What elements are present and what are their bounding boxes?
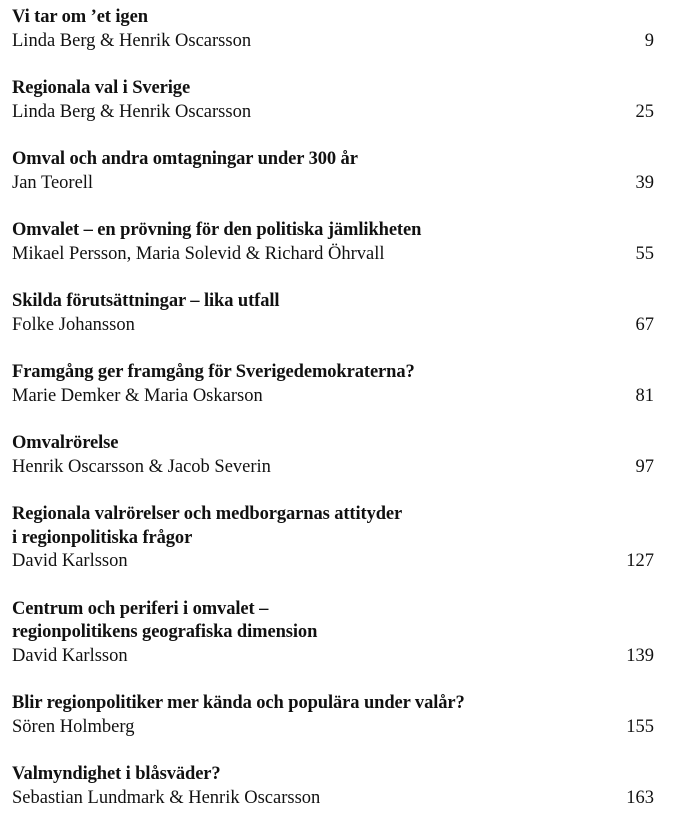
chapter-authors: Mikael Persson, Maria Solevid & Richard Öhrvall xyxy=(12,243,385,264)
chapter-authors: Henrik Oscarsson & Jacob Severin xyxy=(12,456,271,477)
chapter-authors: Sebastian Lundmark & Henrik Oscarsson xyxy=(12,787,321,808)
chapter-title-line: Regionala valrörelser och medborgarnas attityder xyxy=(12,504,403,524)
page-number: 155 xyxy=(626,716,654,737)
toc-entry xyxy=(12,148,654,195)
chapter-title xyxy=(12,290,654,314)
chapter-title-line: Centrum och periferi i omvalet – xyxy=(12,598,269,619)
chapter-authors: Folke Johansson xyxy=(12,314,135,335)
chapter-title xyxy=(12,503,654,550)
toc-entry xyxy=(12,598,654,669)
page-number: 163 xyxy=(626,787,654,808)
chapter-title-line: Vi tar om ’et igen xyxy=(12,7,148,27)
chapter-title xyxy=(12,6,654,30)
author-row xyxy=(12,550,654,574)
chapter-title xyxy=(12,763,654,787)
author-row xyxy=(12,172,654,196)
chapter-title-line: i regionpolitiska frågor xyxy=(12,527,193,548)
chapter-title xyxy=(12,432,654,456)
chapter-authors: Linda Berg & Henrik Oscarsson xyxy=(12,30,252,51)
chapter-authors: Marie Demker & Maria Oskarson xyxy=(12,385,263,406)
chapter-title-line: Skilda förutsättningar – lika utfall xyxy=(12,291,280,311)
page-number: 139 xyxy=(626,645,654,666)
page-number: 67 xyxy=(635,314,654,335)
author-row xyxy=(12,243,654,267)
toc-entry xyxy=(12,432,654,479)
chapter-title xyxy=(12,219,654,243)
author-row xyxy=(12,30,654,54)
author-row xyxy=(12,645,654,669)
chapter-authors: David Karlsson xyxy=(12,645,128,666)
toc-entry xyxy=(12,77,654,124)
author-row xyxy=(12,456,654,480)
author-row xyxy=(12,716,654,740)
page-number: 9 xyxy=(644,30,654,51)
chapter-title-line: Omval och andra omtagningar under 300 år xyxy=(12,149,358,169)
toc-entry xyxy=(12,290,654,337)
chapter-title-line: Valmyndighet i blåsväder? xyxy=(12,764,221,784)
page-number: 39 xyxy=(635,172,654,193)
chapter-authors: Sören Holmberg xyxy=(12,716,135,737)
chapter-title-line: Omvalet – en prövning för den politiska jämlikheten xyxy=(12,220,422,240)
page-number: 127 xyxy=(626,551,654,571)
chapter-title-line: Blir regionpolitiker mer kända och populära under valår? xyxy=(12,693,465,713)
author-row xyxy=(12,101,654,125)
chapter-title-line: Regionala val i Sverige xyxy=(12,78,191,98)
chapter-authors: Linda Berg & Henrik Oscarsson xyxy=(12,101,252,122)
toc-entry xyxy=(12,692,654,739)
author-row xyxy=(12,314,654,338)
chapter-title xyxy=(12,598,654,645)
chapter-title xyxy=(12,77,654,101)
toc-entry xyxy=(12,503,654,574)
toc-entry xyxy=(12,361,654,408)
chapter-title xyxy=(12,692,654,716)
chapter-title-line: Omvalrörelse xyxy=(12,433,119,453)
toc-entry xyxy=(12,6,654,53)
toc-entry xyxy=(12,763,654,810)
chapter-authors: David Karlsson xyxy=(12,551,128,571)
chapter-title-line: regionpolitikens geografiska dimension xyxy=(12,622,318,642)
author-row xyxy=(12,385,654,409)
page-number: 97 xyxy=(635,456,654,477)
author-row xyxy=(12,787,654,811)
page-number: 25 xyxy=(635,101,654,122)
toc-entry xyxy=(12,219,654,266)
chapter-title xyxy=(12,148,654,172)
page-number: 55 xyxy=(635,243,654,264)
table-of-contents xyxy=(12,6,654,810)
page-number: 81 xyxy=(635,385,654,406)
chapter-authors: Jan Teorell xyxy=(12,172,94,193)
chapter-title-line: Framgång ger framgång för Sverigedemokraterna? xyxy=(12,362,415,382)
chapter-title xyxy=(12,361,654,385)
